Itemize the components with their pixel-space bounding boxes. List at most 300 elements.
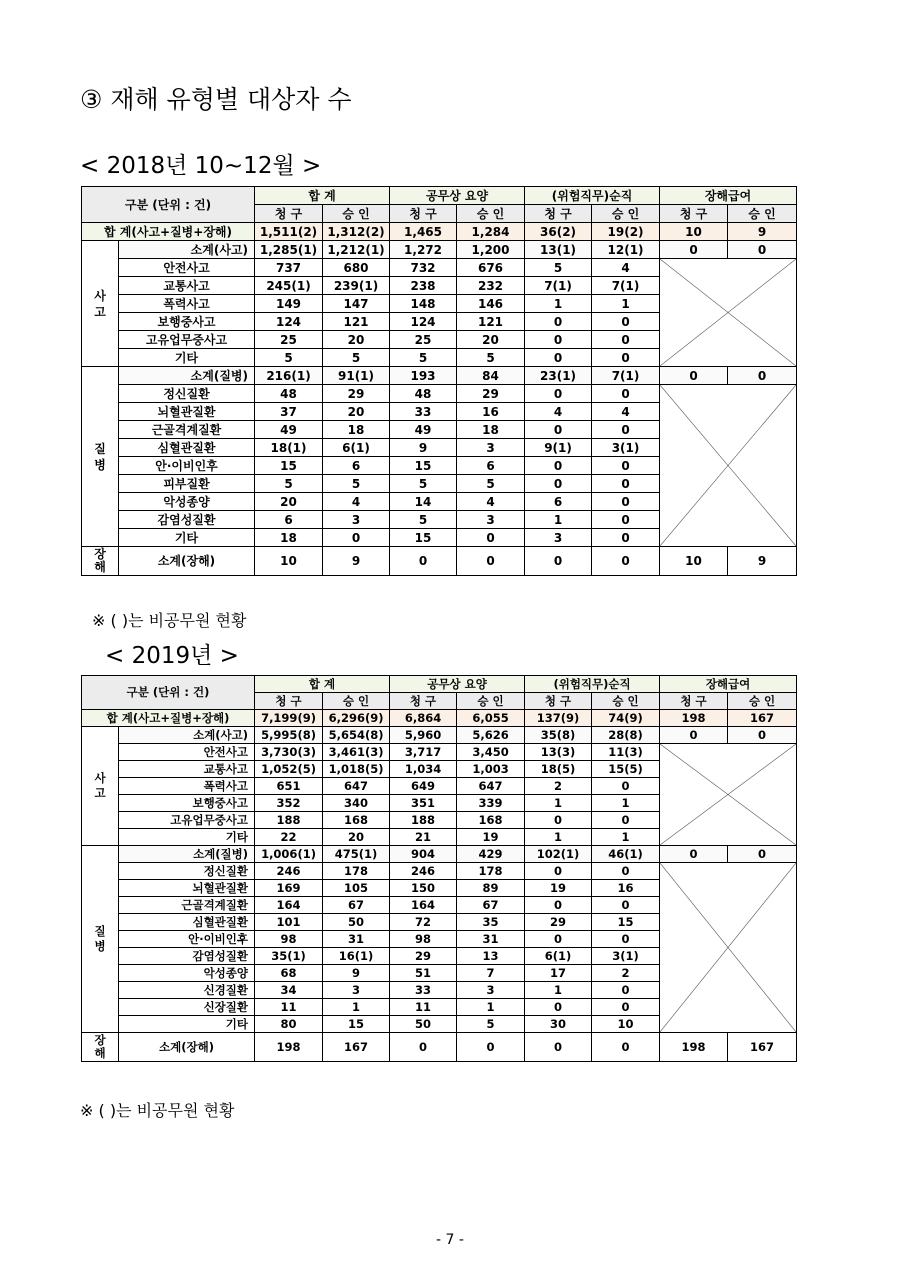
row-value: 351 — [390, 795, 457, 812]
row-value: 1 — [525, 982, 592, 999]
row-value: 101 — [255, 914, 323, 931]
grand-total-value: 10 — [660, 223, 728, 241]
row-value: 0 — [525, 385, 592, 403]
row-value: 121 — [457, 313, 525, 331]
row-value: 676 — [457, 259, 525, 277]
row-value: 29 — [457, 385, 525, 403]
row-value: 0 — [525, 812, 592, 829]
row-value: 80 — [255, 1016, 323, 1033]
row-value: 15 — [390, 457, 457, 475]
row-value: 4 — [592, 403, 660, 421]
table-row — [82, 385, 797, 403]
row-value: 3,450 — [457, 744, 525, 761]
row-value: 29 — [323, 385, 390, 403]
row-value: 98 — [390, 931, 457, 948]
row-label: 뇌혈관질환 — [119, 880, 255, 897]
disability-subtotal-row — [82, 1033, 797, 1062]
row-label: 기타 — [119, 829, 255, 846]
row-label: 보행중사고 — [119, 313, 255, 331]
grand-total-value: 9 — [728, 223, 797, 241]
row-value: 5 — [457, 1016, 525, 1033]
row-value: 3,717 — [390, 744, 457, 761]
row-value: 0 — [525, 999, 592, 1016]
row-value: 31 — [457, 931, 525, 948]
table-title-2019: < 2019년 > — [105, 643, 239, 669]
table-title-2018: < 2018년 10~12월 > — [80, 153, 322, 179]
row-value: 20 — [323, 403, 390, 421]
header-row — [82, 187, 797, 205]
row-value: 48 — [255, 385, 323, 403]
disability-header: 장해급여 — [660, 676, 797, 693]
row-value: 1 — [592, 829, 660, 846]
row-value: 14 — [390, 493, 457, 511]
subtotal-value: 1,212(1) — [323, 241, 390, 259]
disability-subtotal-value: 0 — [525, 1033, 592, 1062]
group-label-char: 장 — [94, 547, 106, 561]
not-applicable-cell — [660, 385, 797, 547]
row-label: 심혈관질환 — [119, 914, 255, 931]
not-applicable-cross — [660, 863, 796, 1032]
grand-total-value: 6,296(9) — [323, 710, 390, 727]
disability-subtotal-row — [82, 547, 797, 576]
row-value: 4 — [457, 493, 525, 511]
row-label: 기타 — [119, 349, 255, 367]
subtotal-value: 216(1) — [255, 367, 323, 385]
subtotal-value: 1,006(1) — [255, 846, 323, 863]
row-value: 0 — [525, 349, 592, 367]
row-value: 6 — [525, 493, 592, 511]
row-label: 기타 — [119, 1016, 255, 1033]
claim-header: 청 구 — [390, 205, 457, 223]
row-value: 29 — [390, 948, 457, 965]
subtotal-label: 소계(질병) — [119, 367, 255, 385]
row-value: 5 — [323, 475, 390, 493]
row-value: 0 — [592, 493, 660, 511]
row-value: 146 — [457, 295, 525, 313]
not-applicable-cell — [660, 259, 797, 367]
row-label: 고유업무중사고 — [119, 331, 255, 349]
row-value: 164 — [255, 897, 323, 914]
row-value: 13 — [457, 948, 525, 965]
subtotal-value: 5,995(8) — [255, 727, 323, 744]
row-value: 0 — [525, 863, 592, 880]
row-value: 13(3) — [525, 744, 592, 761]
row-value: 6(1) — [323, 439, 390, 457]
row-value: 15 — [255, 457, 323, 475]
row-value: 0 — [592, 349, 660, 367]
group-label-char: 병 — [94, 939, 106, 953]
row-value: 649 — [390, 778, 457, 795]
approve-header: 승 인 — [457, 693, 525, 710]
row-value: 0 — [592, 385, 660, 403]
disability-header: 장해급여 — [660, 187, 797, 205]
subtotal-value: 5,654(8) — [323, 727, 390, 744]
total-header: 합 계 — [255, 676, 390, 693]
row-value: 680 — [323, 259, 390, 277]
claim-header: 청 구 — [660, 205, 728, 223]
subtotal-value: 5,960 — [390, 727, 457, 744]
not-applicable-cell — [660, 863, 797, 1033]
claim-header: 청 구 — [255, 205, 323, 223]
disability-subtotal-value: 9 — [728, 547, 797, 576]
row-value: 11 — [390, 999, 457, 1016]
row-label: 고유업무중사고 — [119, 812, 255, 829]
disability-subtotal-value: 0 — [525, 547, 592, 576]
row-value: 15 — [390, 529, 457, 547]
group-label-char: 사 — [94, 288, 106, 303]
claim-header: 청 구 — [255, 693, 323, 710]
row-value: 10 — [592, 1016, 660, 1033]
subtotal-row — [82, 846, 797, 863]
row-value: 34 — [255, 982, 323, 999]
subtotal-value: 102(1) — [525, 846, 592, 863]
group-label-char: 질 — [94, 441, 106, 456]
row-label: 악성종양 — [119, 965, 255, 982]
footnote-2018: ※ ( )는 비공무원 현황 — [92, 611, 247, 630]
row-value: 20 — [457, 331, 525, 349]
disability-subtotal-value: 198 — [660, 1033, 728, 1062]
row-value: 67 — [457, 897, 525, 914]
row-value: 22 — [255, 829, 323, 846]
row-label: 악성종양 — [119, 493, 255, 511]
death-header: (위험직무)순직 — [525, 676, 660, 693]
subtotal-value: 0 — [660, 727, 728, 744]
row-value: 1 — [525, 829, 592, 846]
disability-subtotal-label: 소계(장해) — [119, 547, 255, 576]
subtotal-value: 0 — [728, 846, 797, 863]
not-applicable-cross — [660, 744, 796, 845]
approve-header: 승 인 — [728, 205, 797, 223]
row-label: 감염성질환 — [119, 948, 255, 965]
row-value: 98 — [255, 931, 323, 948]
row-value: 18 — [323, 421, 390, 439]
row-value: 647 — [323, 778, 390, 795]
row-value: 0 — [592, 982, 660, 999]
row-value: 3 — [323, 982, 390, 999]
row-value: 5 — [525, 259, 592, 277]
grand-total-value: 6,864 — [390, 710, 457, 727]
row-value: 20 — [255, 493, 323, 511]
claim-header: 청 구 — [660, 693, 728, 710]
subtotal-value: 46(1) — [592, 846, 660, 863]
group-label — [82, 547, 119, 576]
row-value: 17 — [525, 965, 592, 982]
row-value: 239(1) — [323, 277, 390, 295]
subtotal-value: 23(1) — [525, 367, 592, 385]
grand-total-row — [82, 710, 797, 727]
header-row — [82, 676, 797, 693]
row-value: 124 — [390, 313, 457, 331]
subtotal-value: 0 — [728, 241, 797, 259]
row-value: 148 — [390, 295, 457, 313]
row-value: 18 — [255, 529, 323, 547]
section-heading: ③ 재해 유형별 대상자 수 — [80, 85, 352, 114]
row-value: 0 — [525, 457, 592, 475]
grand-total-value: 74(9) — [592, 710, 660, 727]
row-value: 651 — [255, 778, 323, 795]
row-value: 31 — [323, 931, 390, 948]
subtotal-label: 소계(사고) — [119, 241, 255, 259]
row-label: 신경질환 — [119, 982, 255, 999]
subtotal-row — [82, 241, 797, 259]
row-label: 신장질환 — [119, 999, 255, 1016]
grand-total-value: 6,055 — [457, 710, 525, 727]
row-value: 1 — [592, 295, 660, 313]
table-2018 — [81, 186, 797, 576]
row-value: 3,461(3) — [323, 744, 390, 761]
row-label: 보행중사고 — [119, 795, 255, 812]
row-label: 기타 — [119, 529, 255, 547]
row-value: 51 — [390, 965, 457, 982]
row-value: 25 — [255, 331, 323, 349]
row-value: 89 — [457, 880, 525, 897]
table-row — [82, 744, 797, 761]
row-value: 67 — [323, 897, 390, 914]
row-value: 2 — [592, 965, 660, 982]
subtotal-label: 소계(질병) — [119, 846, 255, 863]
row-label: 근골격계질환 — [119, 897, 255, 914]
row-value: 1 — [592, 795, 660, 812]
row-value: 238 — [390, 277, 457, 295]
row-value: 18 — [457, 421, 525, 439]
subtotal-value: 5,626 — [457, 727, 525, 744]
row-value: 3(1) — [592, 948, 660, 965]
disability-subtotal-value: 0 — [457, 1033, 525, 1062]
row-value: 164 — [390, 897, 457, 914]
row-value: 18(5) — [525, 761, 592, 778]
row-value: 2 — [525, 778, 592, 795]
row-label: 정신질환 — [119, 385, 255, 403]
row-value: 9 — [323, 965, 390, 982]
row-value: 0 — [525, 421, 592, 439]
row-value: 9(1) — [525, 439, 592, 457]
row-value: 37 — [255, 403, 323, 421]
row-label: 폭력사고 — [119, 778, 255, 795]
subtotal-label: 소계(사고) — [119, 727, 255, 744]
row-value: 0 — [525, 313, 592, 331]
row-value: 3,730(3) — [255, 744, 323, 761]
row-value: 3 — [457, 439, 525, 457]
grand-total-label: 합 계(사고+질병+장해) — [82, 710, 255, 727]
row-value: 11 — [255, 999, 323, 1016]
group-label-char: 해 — [94, 1046, 106, 1060]
row-value: 18(1) — [255, 439, 323, 457]
row-value: 35 — [457, 914, 525, 931]
row-value: 33 — [390, 982, 457, 999]
row-value: 25 — [390, 331, 457, 349]
row-value: 1,034 — [390, 761, 457, 778]
row-value: 50 — [390, 1016, 457, 1033]
official-header: 공무상 요양 — [390, 676, 525, 693]
row-value: 1 — [323, 999, 390, 1016]
disability-subtotal-value: 167 — [728, 1033, 797, 1062]
row-value: 3 — [457, 511, 525, 529]
group-label-char: 해 — [94, 560, 106, 574]
row-value: 1 — [525, 511, 592, 529]
row-value: 1 — [457, 999, 525, 1016]
disability-subtotal-value: 0 — [390, 1033, 457, 1062]
row-value: 147 — [323, 295, 390, 313]
subtotal-value: 904 — [390, 846, 457, 863]
row-value: 9 — [390, 439, 457, 457]
category-header: 구분 (단위 : 건) — [82, 676, 255, 710]
row-value: 6 — [255, 511, 323, 529]
table-row — [82, 863, 797, 880]
subtotal-value: 0 — [660, 846, 728, 863]
row-value: 3 — [457, 982, 525, 999]
group-label — [82, 367, 119, 547]
row-value: 0 — [592, 331, 660, 349]
row-value: 169 — [255, 880, 323, 897]
subtotal-value: 91(1) — [323, 367, 390, 385]
disability-subtotal-value: 167 — [323, 1033, 390, 1062]
group-label — [82, 846, 119, 1033]
subtotal-value: 429 — [457, 846, 525, 863]
row-label: 피부질환 — [119, 475, 255, 493]
row-value: 149 — [255, 295, 323, 313]
disability-subtotal-value: 0 — [457, 547, 525, 576]
row-value: 0 — [592, 529, 660, 547]
row-label: 정신질환 — [119, 863, 255, 880]
disability-subtotal-value: 0 — [592, 1033, 660, 1062]
group-label-char: 사 — [94, 771, 106, 785]
row-value: 16 — [457, 403, 525, 421]
row-value: 1 — [525, 295, 592, 313]
subtotal-value: 35(8) — [525, 727, 592, 744]
subtotal-value: 1,200 — [457, 241, 525, 259]
row-value: 11(3) — [592, 744, 660, 761]
row-value: 0 — [525, 897, 592, 914]
row-value: 340 — [323, 795, 390, 812]
group-label-char: 장 — [94, 1033, 106, 1047]
row-value: 732 — [390, 259, 457, 277]
footnote-2019: ※ ( )는 비공무원 현황 — [80, 1101, 235, 1120]
grand-total-value: 19(2) — [592, 223, 660, 241]
row-value: 4 — [525, 403, 592, 421]
disability-subtotal-value: 0 — [390, 547, 457, 576]
grand-total-row — [82, 223, 797, 241]
row-value: 6(1) — [525, 948, 592, 965]
row-value: 124 — [255, 313, 323, 331]
row-value: 178 — [323, 863, 390, 880]
approve-header: 승 인 — [323, 205, 390, 223]
disability-subtotal-value: 10 — [660, 547, 728, 576]
disability-subtotal-value: 10 — [255, 547, 323, 576]
group-label — [82, 1033, 119, 1062]
row-value: 0 — [592, 897, 660, 914]
row-value: 352 — [255, 795, 323, 812]
row-value: 7(1) — [592, 277, 660, 295]
subtotal-value: 0 — [728, 367, 797, 385]
group-label-char: 고 — [94, 304, 106, 319]
row-value: 5 — [255, 349, 323, 367]
approve-header: 승 인 — [728, 693, 797, 710]
grand-total-label: 합 계(사고+질병+장해) — [82, 223, 255, 241]
grand-total-value: 198 — [660, 710, 728, 727]
group-label — [82, 727, 119, 846]
row-value: 0 — [592, 812, 660, 829]
row-value: 1,003 — [457, 761, 525, 778]
row-value: 0 — [592, 931, 660, 948]
row-value: 0 — [525, 331, 592, 349]
row-label: 폭력사고 — [119, 295, 255, 313]
subtotal-value: 13(1) — [525, 241, 592, 259]
approve-header: 승 인 — [592, 693, 660, 710]
page-number: - 7 - — [436, 1232, 464, 1248]
approve-header: 승 인 — [323, 693, 390, 710]
grand-total-value: 167 — [728, 710, 797, 727]
row-value: 1 — [525, 795, 592, 812]
row-value: 21 — [390, 829, 457, 846]
row-value: 0 — [592, 511, 660, 529]
row-value: 1,018(5) — [323, 761, 390, 778]
row-value: 30 — [525, 1016, 592, 1033]
row-value: 246 — [255, 863, 323, 880]
row-value: 178 — [457, 863, 525, 880]
approve-header: 승 인 — [592, 205, 660, 223]
row-value: 16(1) — [323, 948, 390, 965]
row-value: 105 — [323, 880, 390, 897]
row-value: 15 — [323, 1016, 390, 1033]
row-value: 188 — [390, 812, 457, 829]
group-label — [82, 241, 119, 367]
row-value: 246 — [390, 863, 457, 880]
row-value: 0 — [592, 457, 660, 475]
row-value: 35(1) — [255, 948, 323, 965]
row-value: 647 — [457, 778, 525, 795]
row-value: 168 — [457, 812, 525, 829]
row-value: 121 — [323, 313, 390, 331]
row-value: 5 — [390, 475, 457, 493]
claim-header: 청 구 — [525, 693, 592, 710]
grand-total-value: 36(2) — [525, 223, 592, 241]
row-value: 0 — [323, 529, 390, 547]
row-value: 168 — [323, 812, 390, 829]
row-label: 안·이비인후 — [119, 931, 255, 948]
group-label-char: 질 — [94, 924, 106, 938]
grand-total-value: 7,199(9) — [255, 710, 323, 727]
subtotal-value: 28(8) — [592, 727, 660, 744]
subtotal-value: 0 — [660, 241, 728, 259]
disability-subtotal-value: 0 — [592, 547, 660, 576]
row-value: 4 — [323, 493, 390, 511]
row-value: 7 — [457, 965, 525, 982]
row-value: 0 — [525, 475, 592, 493]
grand-total-value: 1,511(2) — [255, 223, 323, 241]
row-value: 5 — [255, 475, 323, 493]
row-value: 19 — [525, 880, 592, 897]
row-value: 7(1) — [525, 277, 592, 295]
row-value: 5 — [390, 349, 457, 367]
row-value: 3 — [525, 529, 592, 547]
row-value: 6 — [323, 457, 390, 475]
row-value: 339 — [457, 795, 525, 812]
approve-header: 승 인 — [457, 205, 525, 223]
grand-total-value: 137(9) — [525, 710, 592, 727]
row-value: 50 — [323, 914, 390, 931]
row-value: 49 — [390, 421, 457, 439]
row-value: 3(1) — [592, 439, 660, 457]
row-value: 5 — [457, 475, 525, 493]
row-value: 737 — [255, 259, 323, 277]
row-value: 19 — [457, 829, 525, 846]
row-label: 교통사고 — [119, 277, 255, 295]
row-value: 68 — [255, 965, 323, 982]
row-value: 15(5) — [592, 761, 660, 778]
disability-subtotal-value: 9 — [323, 547, 390, 576]
row-value: 16 — [592, 880, 660, 897]
claim-header: 청 구 — [390, 693, 457, 710]
